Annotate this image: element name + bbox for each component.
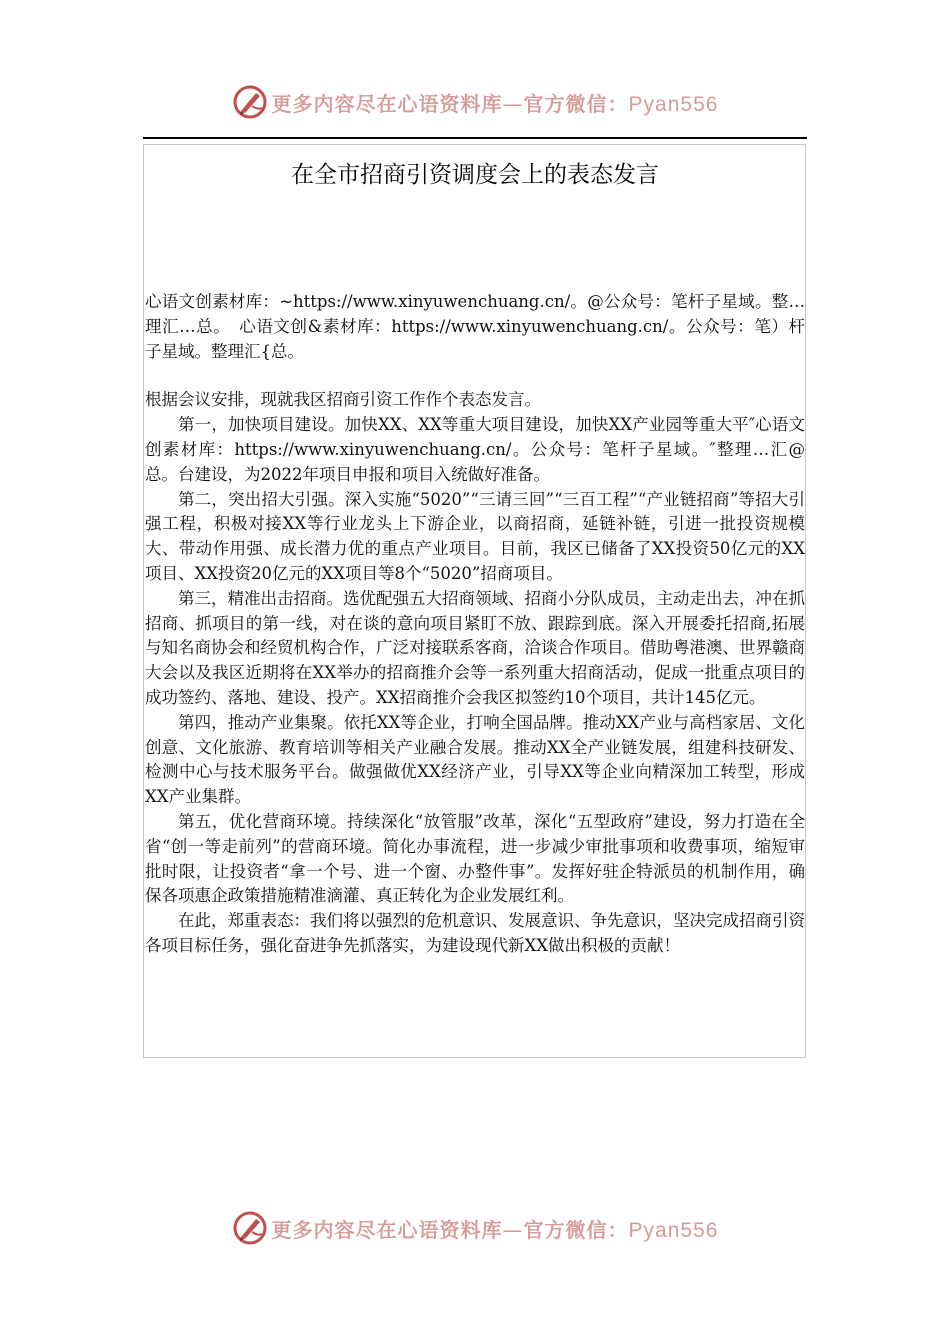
paragraph-4: 第四，推动产业集聚。依托XX等企业，打响全国品牌。推动XX产业与高档家居、文化创意、文化旅游、教育培训等相关产业融合发展。推动XX全产业链发展，组建科技研发、检测中心与技术服务平台。做强做优XX经济产业，引导XX等企业向精深加工转型，形成XX产业集群。: [145, 712, 805, 807]
paragraph-5: 第五，优化营商环境。持续深化“放管服”改革，深化“五型政府”建设，努力打造在全省“创一等走前列”的营商环境。简化办事流程，进一步减少审批事项和收费事项，缩短审批时限，让投资者“拿一个号、进一个窗、办整件事”。发挥好驻企特派员的机制作用，确保各项惠企政策措施精准滴灌、真正转化为企业发展红利。: [145, 811, 805, 906]
banner-wechat-label: 官方微信：: [523, 1217, 629, 1242]
paragraph-3: 第三，精准出击招商。选优配强五大招商领域、招商小分队成员，主动走出去，冲在抓招商、抓项目的第一线，对在谈的意向项目紧盯不放、跟踪到底。深入开展委托招商,拓展与知名商协会和经贸机构合作，广泛对接联系客商，洽谈合作项目。借助粤港澳、世界赣商大会以及我区近期将在XX举办的招商推介会等一系列重大招商活动，促成一批重点项目的成功签约、落地、建设、投产。XX招商推介会我区拟签约10个项目，共计145亿元。: [145, 588, 805, 707]
banner-wechat-id: Pyan556: [628, 92, 719, 116]
header-rule: [143, 137, 807, 139]
banner-wechat-id: Pyan556: [628, 1218, 719, 1242]
document-body: [145, 290, 805, 959]
header-banner: [0, 82, 950, 122]
pen-logo-icon: [232, 84, 268, 120]
banner-dash: —: [502, 1217, 524, 1242]
banner-text: [272, 1214, 719, 1243]
banner-wechat-label: 官方微信：: [523, 91, 629, 116]
banner-dash: —: [502, 91, 524, 116]
paragraph-1: 第一，加快项目建设。加快XX、XX等重大项目建设，加快XX产业园等重大平″心语文创素材库：https://www.xinyuwenchuang.cn/。公众号：笔杆子星域。″整理…汇@总。台建设，为2022年项目申报和项目入统做好准备。: [145, 415, 805, 484]
paragraph-intro: 根据会议安排，现就我区招商引资工作作个表态发言。: [145, 390, 541, 410]
pen-logo-icon: [232, 1210, 268, 1246]
watermark-block: 心语文创素材库：~https://www.xinyuwenchuang.cn/。@公众号：笔杆子星域。整…理汇…总。 心语文创&素材库：https://www.xinyuwenchuang.cn/。公众号：笔）杆子星域。整理汇{总。: [145, 292, 805, 361]
banner-text: [272, 88, 719, 117]
paragraph-2: 第二，突出招大引强。深入实施“5020”“三请三回”“三百工程”“产业链招商”等招大引强工程，积极对接XX等行业龙头上下游企业，以商招商，延链补链，引进一批投资规模大、带动作用强、成长潜力优的重点产业项目。目前，我区已储备了XX投资50亿元的XX项目、XX投资20亿元的XX项目等8个“5020”招商项目。: [145, 489, 805, 583]
footer-banner: [0, 1208, 950, 1248]
banner-main-text: 更多内容尽在心语资料库: [271, 91, 503, 116]
page-title: 在全市招商引资调度会上的表态发言: [291, 162, 659, 188]
banner-main-text: 更多内容尽在心语资料库: [271, 1217, 503, 1242]
paragraph-closing: 在此，郑重表态：我们将以强烈的危机意识、发展意识、争先意识，坚决完成招商引资各项目标任务，强化奋进争先抓落实，为建设现代新XX做出积极的贡献！: [145, 911, 805, 955]
